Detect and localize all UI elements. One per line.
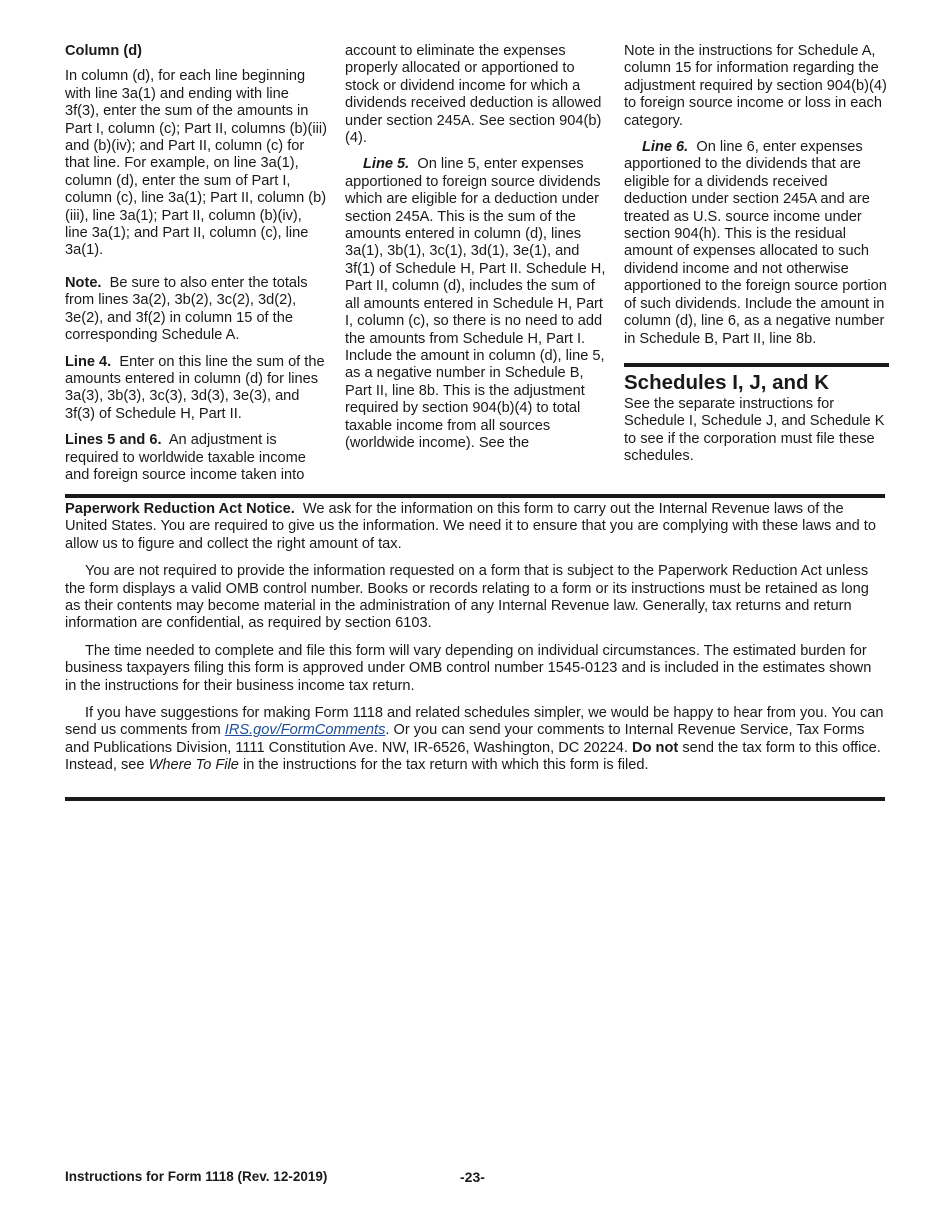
- comments-text-b: . Or you can send your comments to Internal Revenue Service, Tax Forms and Publications Division, 1111 Constitution Ave. NW, IR-6526, Washington, DC 20224.: [65, 722, 865, 756]
- footer-form-title: Instructions for Form 1118 (Rev. 12-2019): [65, 1169, 328, 1184]
- line5-paragraph: [345, 156, 607, 452]
- where-to-file-italic: Where To File: [148, 757, 239, 774]
- lines56-paragraph: [65, 432, 327, 484]
- bottom-divider: [65, 797, 885, 801]
- column-d-heading: Column (d): [65, 43, 143, 59]
- comments-text-c: send the tax form to this office. Instead, see: [65, 739, 881, 774]
- comments-text-d: in the instructions for the tax return with which this form is filed.: [242, 757, 649, 774]
- line5-text: On line 5, enter expenses apportioned to foreign source dividends which are eligible for a deduction under section 245A. This is the sum of the amounts entered in column (d), lines 3a(1), 3b(1), 3c(1), 3d(1), 3e(1), and 3f(1) of Schedule H, Part II. Schedule H, Part II, column (d), includes the sum of all amounts entered in Schedule H, Part I, column (c), so there is no need to add the amounts from Schedule H, Part I. Include the amount in column (d), line 5, as a negative number in Schedule B, Part II, line 8b. This is the adjustment required by section 904(b)(4) to total taxable income from all sources (worldwide income). See the: [345, 156, 606, 451]
- comments-text-a: If you have suggestions for making Form 1118 and related schedules simpler, we would be happy to hear from you. You can send us comments from: [65, 705, 884, 739]
- col3-continued-text: Note in the instructions for Schedule A, column 15 for information regarding the adjustment required by section 904(b)(4) to foreign source income or loss in each category.: [624, 43, 887, 129]
- lines56-label: Lines 5 and 6.: [65, 432, 162, 449]
- paperwork-intro-text: We ask for the information on this form to carry out the Internal Revenue laws of the United States. You are required to give us the information. We need it to ensure that you are complying with these laws and to allow us to figure and collect the right amount of tax.: [65, 501, 876, 552]
- note-text: Be sure to also enter the totals from lines 3a(2), 3b(2), 3c(2), 3d(2), 3e(2), and 3f(2) in column 15 of the corresponding Schedule A.: [65, 274, 308, 344]
- paperwork-comments-paragraph: [65, 705, 885, 775]
- paperwork-intro: [65, 501, 885, 553]
- line4-paragraph: [65, 354, 327, 424]
- schedules-text: See the separate instructions for Schedule I, Schedule J, and Schedule K to see if the corporation must file these schedules.: [624, 395, 885, 465]
- line6-text: On line 6, enter expenses apportioned to the dividends that are eligible for a dividends received deduction under section 245A and are treated as U.S. source income under section 904(h). This is the residual amount of expenses allocated to such dividend income and not otherwise apportioned to the foreign source portion of such dividends. Include the amount in column (d), line 6, as a negative number in Schedule B, Part II, line 8b.: [624, 139, 887, 347]
- line4-text: Enter on this line the sum of the amounts entered in column (d) for lines 3a(3), 3b(3), 3c(3), 3d(3), 3e(3), and 3f(3) of Schedule H, Part II.: [65, 353, 325, 422]
- note-label: Note.: [65, 274, 102, 291]
- paperwork-burden-paragraph: The time needed to complete and file this form will vary depending on individual circumstances. The estimated burden for business taxpayers filing this form is approved under OMB control number 1545-0123 and is included in the estimates shown in the instructions for their business income tax return.: [65, 642, 872, 694]
- paperwork-notice: [65, 494, 885, 775]
- page-number: -23-: [460, 1169, 485, 1185]
- paperwork-omb-paragraph: You are not required to provide the information requested on a form that is subject to the Paperwork Reduction Act unless the form displays a valid OMB control number. Books or records relating to a form or its instructions must be retained as long as their contents may become material in the administration of any Internal Revenue law. Generally, tax returns and return information are confidential, as required by section 6103.: [65, 563, 869, 632]
- line6-label: Line 6.: [642, 139, 689, 156]
- line5-label: Line 5.: [363, 156, 410, 173]
- note-paragraph: [65, 275, 327, 345]
- schedules-heading: Schedules I, J, and K: [624, 370, 830, 394]
- form-comments-link[interactable]: IRS.gov/FormComments: [224, 722, 386, 739]
- do-not-emphasis: Do not: [632, 739, 679, 756]
- line4-label: Line 4.: [65, 353, 112, 370]
- column-left: [65, 43, 327, 484]
- col2-continued-text: account to eliminate the expenses properly allocated or apportioned to stock or dividend income for which a dividends received deduction is allowed under section 245A. See section 904(b)(4).: [345, 43, 602, 147]
- lines56-text: An adjustment is required to worldwide taxable income and foreign source income taken into: [65, 432, 306, 483]
- column-d-text: In column (d), for each line beginning with line 3a(1) and ending with line 3f(3), enter the sum of the amounts in Part I, column (c); Part II, columns (b)(iii) and (b)(iv); and Part II, column (c) for that line. For example, on line 3a(1), column (d), enter the sum of Part I, column (c), line 3a(1); Part II, column (b)(iii), line 3a(1); Part II, column (b)(iv), line 3a(1); and Part II, column (c), line 3a(1).: [65, 68, 327, 259]
- line6-paragraph: [624, 139, 889, 348]
- paperwork-label: Paperwork Reduction Act Notice.: [65, 501, 295, 517]
- column-right: [624, 43, 889, 466]
- column-middle: [345, 43, 607, 452]
